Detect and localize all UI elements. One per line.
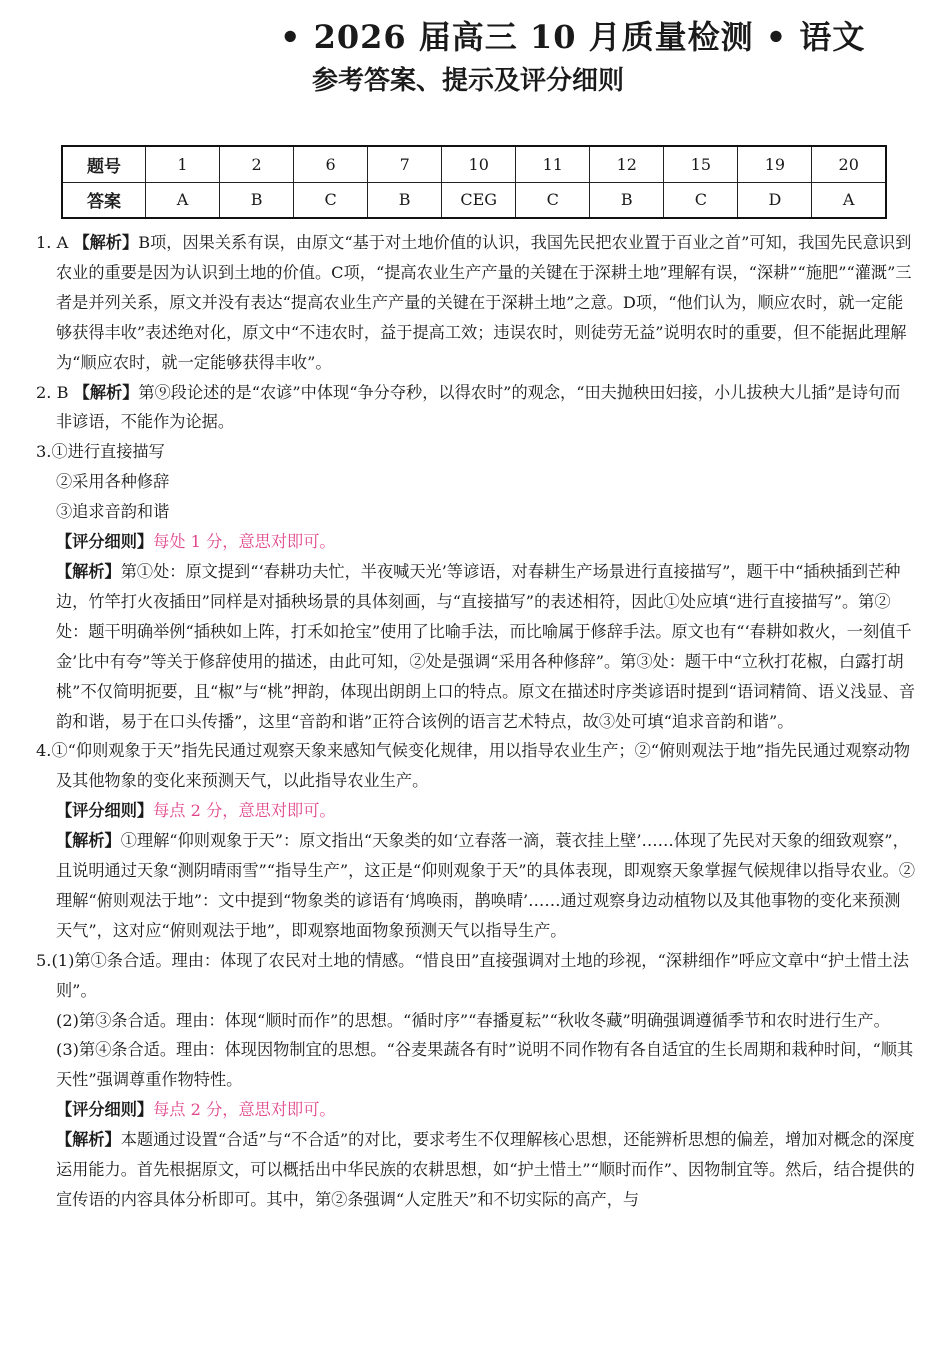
table-cell: B bbox=[368, 182, 442, 218]
analysis-label: 【解析】 bbox=[56, 831, 121, 851]
table-cell: 19 bbox=[738, 146, 812, 182]
answers-body bbox=[36, 228, 916, 1215]
answer-point-line bbox=[36, 1035, 916, 1095]
table-cell: C bbox=[516, 182, 590, 218]
table-cell: 11 bbox=[516, 146, 590, 182]
question-number: 5. bbox=[36, 950, 52, 970]
scoring-label: 【评分细则】 bbox=[56, 532, 154, 552]
table-cell: 7 bbox=[368, 146, 442, 182]
table-cell: 6 bbox=[294, 146, 368, 182]
table-cell: CEG bbox=[442, 182, 516, 218]
table-cell: C bbox=[664, 182, 738, 218]
scoring-rule bbox=[36, 796, 916, 826]
question-number: 4. bbox=[36, 741, 52, 761]
answer-table bbox=[61, 145, 887, 219]
page-title: • 2026 届高三 10 月质量检测 • 语文 bbox=[280, 18, 866, 56]
analysis-text: 第⑨段论述的是“农谚”中体现“争分夺秒，以得农时”的观念，“田夫抛秧田妇接，小儿拔秧大儿插”是诗句而非谚语，不能作为论据。 bbox=[56, 382, 901, 432]
answer-table-answer-row bbox=[62, 182, 886, 218]
table-cell: 15 bbox=[664, 146, 738, 182]
answer-point: ②采用各种修辞 bbox=[56, 472, 170, 492]
scoring-label: 【评分细则】 bbox=[56, 801, 154, 821]
analysis-label: 【解析】 bbox=[56, 561, 121, 581]
table-cell: A bbox=[812, 182, 886, 218]
table-cell: 12 bbox=[590, 146, 664, 182]
table-cell: A bbox=[146, 182, 220, 218]
analysis-label: 【解析】 bbox=[73, 382, 139, 402]
analysis-text: B项，因果关系有误，由原文“基于对土地价值的认识，我国先民把农业置于百业之首”可知，我国先民意识到农业的重要是因为认识到土地的价值。C项，“提高农业生产产量的关键在于深耕土地”理解有误，“深耕”“施肥”“灌溉”三者是并列关系，原文并没有表达“提高农业生产产量的关键在于深耕土地”之意。D项，“他们认为，顺应农时，就一定能够获得丰收”表述绝对化，原文中“不违农时，益于提高工效；违误农时，则徒劳无益”说明农时的重要，但不能据此理解为“顺应农时，就一定能够获得丰收”。 bbox=[56, 233, 912, 372]
analysis-paragraph bbox=[36, 826, 916, 946]
table-cell: 10 bbox=[442, 146, 516, 182]
analysis-text: 第①处：原文提到“‘春耕功夫忙，半夜喊天光’等谚语，对春耕生产场景进行直接描写”，题干中“插秧插到芒种边，竹竿打火夜插田”同样是对插秧场景的具体刻画，与“直接描写”的表述相符，因此①处应填“进行直接描写”。第②处：题干明确举例“插秧如上阵，打禾如抢宝”使用了比喻手法，而比喻属于修辞手法。原文也有“‘春耕如救火，一刻值千金’比中有夸”等关于修辞使用的描述，由此可知，②处是强调“采用各种修辞”。第③处：题干中“立秋打花椒，白露打胡桃”不仅简明扼要，且“椒”与“桃”押韵，体现出朗朗上口的特点。原文在描述时序类谚语时提到“语词精简、语义浅显、音韵和谐，易于在口头传播”，这里“音韵和谐”正符合该例的语言艺术特点，故③处可填“追求音韵和谐”。 bbox=[56, 561, 916, 731]
row-label-number: 题号 bbox=[62, 146, 146, 182]
question-2-answer bbox=[36, 378, 916, 438]
question-4-answer bbox=[36, 736, 916, 796]
analysis-label: 【解析】 bbox=[56, 1130, 121, 1150]
table-cell: C bbox=[294, 182, 368, 218]
answer-point: (2)第③条合适。理由：体现“顺时而作”的思想。“循时序”“春播夏耘”“秋收冬藏”明确强调遵循季节和农时进行生产。 bbox=[56, 1010, 890, 1030]
question-1-answer bbox=[36, 228, 916, 378]
table-cell: B bbox=[220, 182, 294, 218]
page-subtitle: 参考答案、提示及评分细则 bbox=[312, 66, 625, 96]
row-label-answer: 答案 bbox=[62, 182, 146, 218]
answer-point-line bbox=[36, 497, 916, 527]
answer-point-line bbox=[36, 1006, 916, 1036]
question-number: 2. B bbox=[36, 382, 69, 402]
analysis-paragraph bbox=[36, 557, 916, 736]
answer-point: ①进行直接描写 bbox=[51, 442, 165, 462]
analysis-label: 【解析】 bbox=[73, 233, 139, 252]
table-cell: 2 bbox=[220, 146, 294, 182]
analysis-paragraph bbox=[36, 1125, 916, 1215]
answer-table-number-row bbox=[62, 146, 886, 182]
scoring-text: 每处 1 分，意思对即可。 bbox=[153, 532, 336, 552]
table-cell: 20 bbox=[812, 146, 886, 182]
scoring-rule bbox=[36, 527, 916, 557]
answer-point: (3)第④条合适。理由：体现因物制宜的思想。“谷麦果蔬各有时”说明不同作物有各自适宜的生长周期和栽种时间，“顺其天性”强调尊重作物特性。 bbox=[56, 1040, 914, 1090]
table-cell: D bbox=[738, 182, 812, 218]
question-3-answer bbox=[36, 437, 916, 467]
table-cell: 1 bbox=[146, 146, 220, 182]
answer-point: (1)第①条合适。理由：体现了农民对土地的情感。“惜良田”直接强调对土地的珍视，“深耕细作”呼应文章中“护土惜土法则”。 bbox=[51, 950, 909, 1000]
question-5-answer bbox=[36, 946, 916, 1006]
scoring-text: 每点 2 分，意思对即可。 bbox=[153, 1100, 336, 1120]
answer-text: ①“仰则观象于天”指先民通过观察天象来感知气候变化规律，用以指导农业生产；②“俯则观法于地”指先民通过观察动物及其他物象的变化来预测天气，以此指导农业生产。 bbox=[51, 741, 911, 791]
answer-point-line bbox=[36, 467, 916, 497]
analysis-text: 本题通过设置“合适”与“不合适”的对比，要求考生不仅理解核心思想，还能辨析思想的偏差，增加对概念的深度运用能力。首先根据原文，可以概括出中华民族的农耕思想，如“护土惜土”“顺时而作”、因物制宜等。然后，结合提供的宣传语的内容具体分析即可。其中，第②条强调“人定胜天”和不切实际的高产，与 bbox=[56, 1130, 915, 1209]
scoring-text: 每点 2 分，意思对即可。 bbox=[153, 801, 336, 821]
analysis-text: ①理解“仰则观象于天”：原文指出“天象类的如‘立春落一滴，蓑衣挂上壁’……体现了先民对天象的细致观察”，且说明通过天象“测阴晴雨雪”“指导生产”，这正是“仰则观象于天”的具体表现，即观察天象掌握气候规律以指导农业。②理解“俯则观法于地”：文中提到“物象类的谚语有‘鸠唤雨，鹊唤晴’……通过观察身边动植物以及其他事物的变化来预测天气”，这对应“俯则观法于地”，即观察地面物象预测天气以指导生产。 bbox=[56, 831, 916, 940]
scoring-rule bbox=[36, 1095, 916, 1125]
question-number: 1. A bbox=[36, 233, 69, 252]
answer-point: ③追求音韵和谐 bbox=[56, 502, 170, 522]
scoring-label: 【评分细则】 bbox=[56, 1100, 154, 1120]
question-number: 3. bbox=[36, 442, 52, 462]
table-cell: B bbox=[590, 182, 664, 218]
